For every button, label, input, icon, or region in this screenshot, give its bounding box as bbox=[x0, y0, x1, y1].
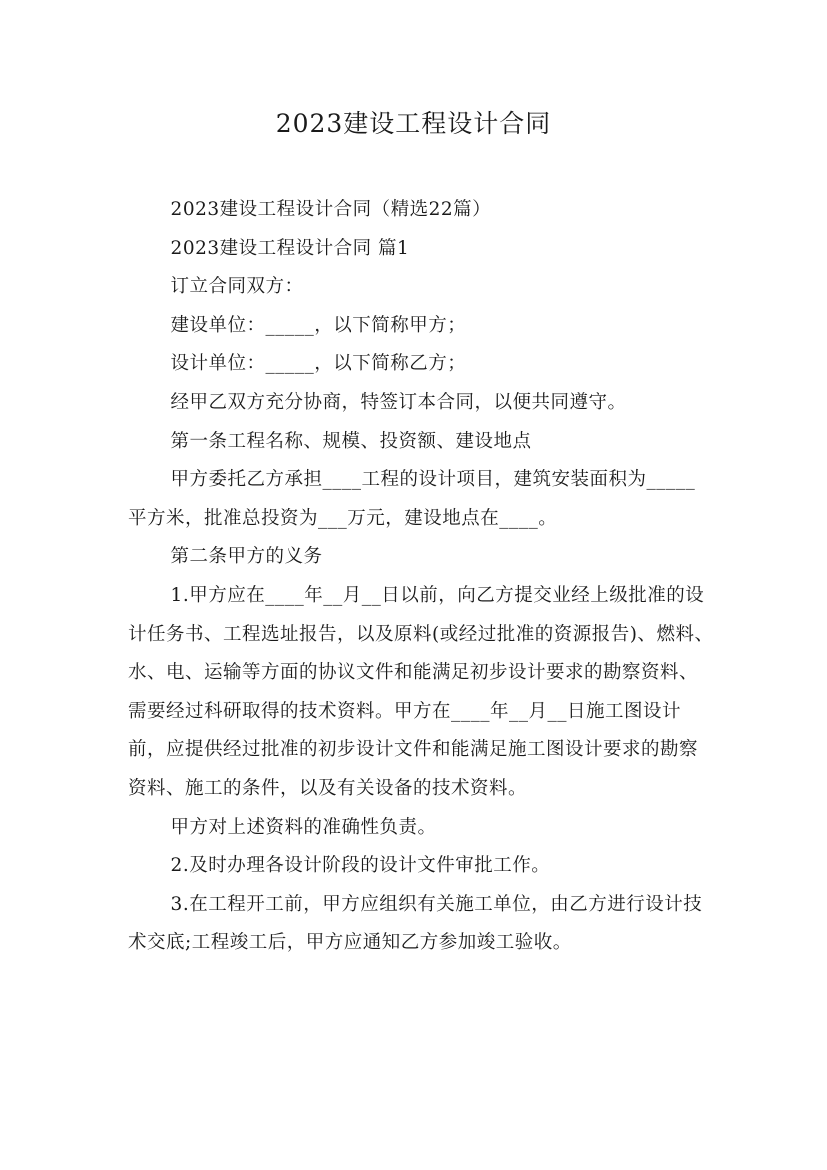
paragraph-article-2-accuracy: 甲方对上述资料的准确性负责。 bbox=[170, 816, 437, 838]
paragraph-article-2-heading: 第二条甲方的义务 bbox=[170, 546, 323, 568]
paragraph-party-a: 建设单位：_____，以下简称甲方； bbox=[170, 314, 467, 336]
paragraph-article-2-item-2: 2.及时办理各设计阶段的设计文件审批工作。 bbox=[170, 855, 551, 877]
document-body bbox=[128, 191, 714, 963]
paragraph-article-2-item-3: 3.在工程开工前，甲方应组织有关施工单位，由乙方进行设计技术交底;工程竣工后，甲方应通知乙方参加竣工验收。 bbox=[128, 893, 703, 954]
paragraph-section-heading: 2023建设工程设计合同 篇1 bbox=[170, 237, 410, 259]
paragraph-subtitle: 2023建设工程设计合同（精选22篇） bbox=[170, 199, 492, 220]
paragraph-article-1-body: 甲方委托乙方承担____工程的设计项目，建筑安装面积为_____平方米，批准总投资为___万元，建设地点在____。 bbox=[128, 469, 696, 529]
document-title: 2023建设工程设计合同 bbox=[275, 109, 552, 138]
paragraph-parties-intro: 订立合同双方： bbox=[170, 276, 304, 298]
paragraph-party-b: 设计单位：_____，以下简称乙方； bbox=[170, 353, 467, 375]
paragraph-article-2-item-1: 1.甲方应在____年__月__日以前，向乙方提交业经上级批准的设计任务书、工程选址报告，以及原料(或经过批准的资源报告)、燃料、水、电、运输等方面的协议文件和能满足初步设计要求的勘察资料、需要经过科研取得的技术资料。甲方在____年__月__日施工图设计前，应提供经过批准的初步设计文件和能满足施工图设计要求的勘察资料、施工的条件，以及有关设备的技术资料。 bbox=[128, 584, 714, 799]
paragraph-article-1-heading: 第一条工程名称、规模、投资额、建设地点 bbox=[170, 430, 532, 452]
paragraph-agreement: 经甲乙双方充分协商，特签订本合同，以便共同遵守。 bbox=[170, 391, 627, 413]
